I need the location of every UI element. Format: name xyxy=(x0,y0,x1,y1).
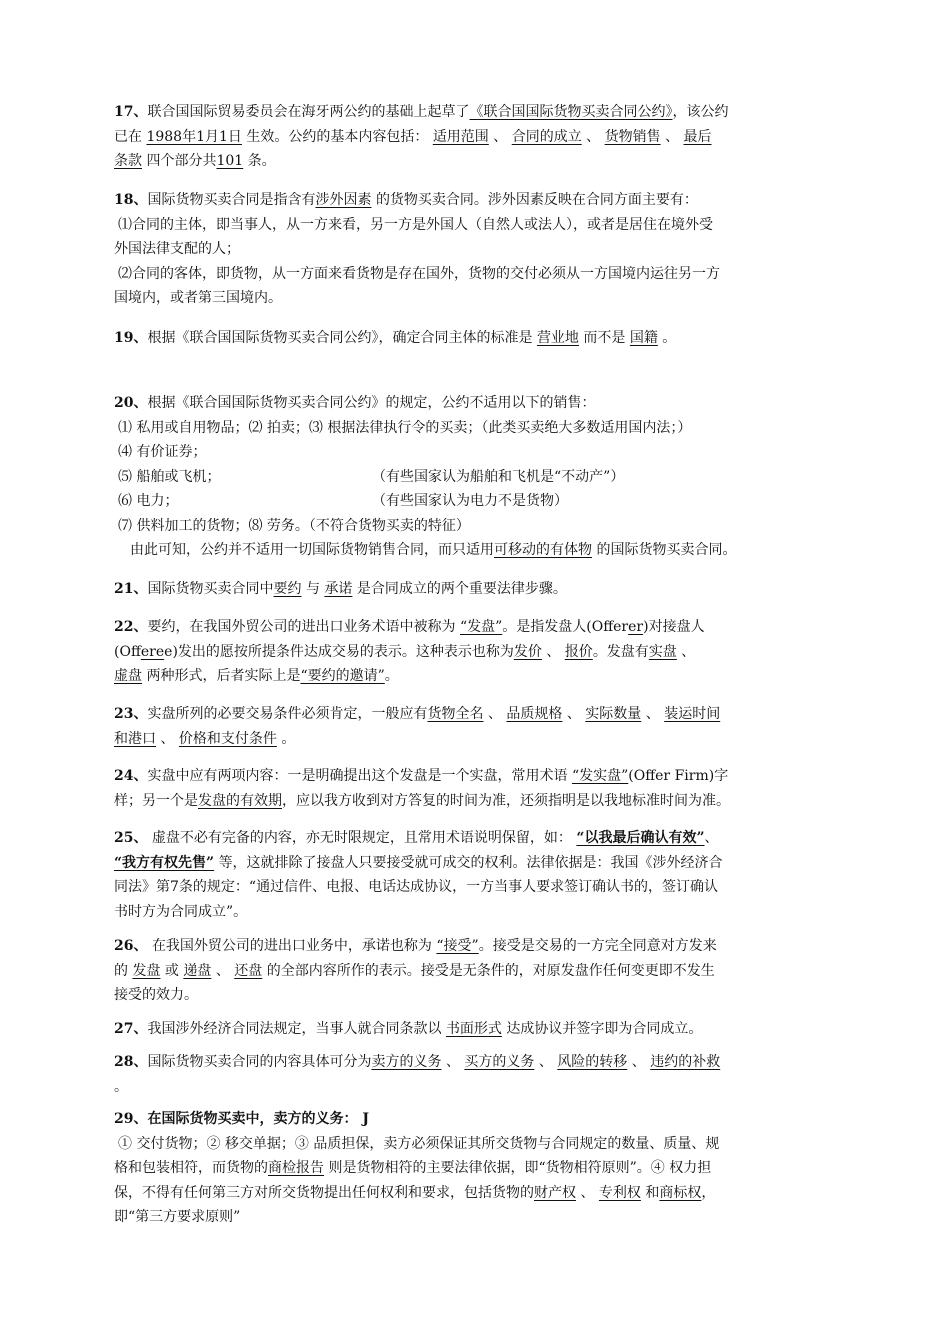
line xyxy=(114,489,864,514)
item-number: 22、 xyxy=(114,619,148,635)
answer-blank: 还盘 xyxy=(234,962,263,979)
answer-blank: “接受” xyxy=(436,938,479,954)
text: 的国际货物买卖合同。 xyxy=(596,542,737,558)
line: 即“第三方要求原则” xyxy=(114,1209,241,1225)
text: 保，不得有任何第三方对所交货物提出任何权利和要求，包括货物的 xyxy=(114,1184,534,1201)
answer-blank: 书面形式 xyxy=(445,1021,502,1037)
line: ① 交付货物；② 移交单据；③ 品质担保，卖方必须保证其所交货物与合同规定的数量、质量、规 xyxy=(118,1135,720,1152)
answer-blank: 涉外因素 xyxy=(315,192,372,208)
text: 国际货物买卖合同中 xyxy=(147,581,274,597)
separator: 、 xyxy=(681,643,696,660)
line xyxy=(114,959,864,984)
answer-blank: 条款 xyxy=(114,153,142,169)
line: 国境内，或者第三国境内。 xyxy=(114,290,282,306)
answer-blank: 风险的转移 xyxy=(557,1054,628,1070)
text: 格和包装相符，而货物的 xyxy=(114,1160,268,1176)
item-25 xyxy=(114,826,864,924)
separator: 、 xyxy=(487,706,502,722)
section-heading: 在国际货物买卖中，卖方的义务： xyxy=(147,1111,358,1127)
separator: 、 xyxy=(445,1054,460,1070)
answer-blank: “我方有权先售” xyxy=(114,854,215,871)
separator: 、 xyxy=(631,1054,646,1070)
text: 样；另一个是 xyxy=(114,792,198,809)
text: 在我国外贸公司的进出口业务中，承诺也称为 xyxy=(151,938,432,954)
answer-blank: 虚盘 xyxy=(114,668,142,684)
answer-blank: 卖方的义务 xyxy=(371,1054,442,1070)
answer-blank: 承诺 xyxy=(324,581,353,597)
text: 是合同成立的两个重要法律步骤。 xyxy=(356,581,567,597)
text: 的全部内容所作的表示。接受是无条件的，对原发盘作任何变更即不发生 xyxy=(266,962,715,979)
text: 国际货物买卖合同的内容具体可分为 xyxy=(147,1054,372,1070)
answer-blank: 专利权 xyxy=(598,1184,641,1201)
item-26 xyxy=(114,934,864,1008)
answer-blank: 发价 xyxy=(513,643,542,660)
item-number: 25、 xyxy=(114,830,148,846)
line: 书时方为合同成立”。 xyxy=(114,903,248,920)
text: 和 xyxy=(645,1184,660,1201)
answer-blank: 要约 xyxy=(273,581,302,597)
answer-blank: 101 xyxy=(216,153,244,169)
answer-blank: 可移动的有体物 xyxy=(494,542,592,558)
answer-blank: 品质规格 xyxy=(506,706,563,722)
answer-blank: 合同的成立 xyxy=(511,128,582,145)
separator: 、 xyxy=(665,128,680,145)
item-number: 27、 xyxy=(114,1021,148,1037)
answer-blank: 营业地 xyxy=(536,330,579,346)
answer-blank: 发盘 xyxy=(132,962,161,979)
text: er xyxy=(628,619,644,635)
answer-blank: “发盘” xyxy=(459,619,503,635)
answer-blank: 财产权 xyxy=(534,1184,576,1201)
text: 根据《联合国国际货物买卖合同公约》，确定合同主体的标准是 xyxy=(147,330,533,346)
line xyxy=(114,702,864,727)
text: 则是货物相符的主要法律依据，即“货物相符原则”。④ 权力担 xyxy=(328,1160,712,1176)
line xyxy=(114,615,864,640)
separator: 、 xyxy=(704,830,719,846)
item-21 xyxy=(114,577,864,602)
text: 与 xyxy=(305,581,320,597)
item-23 xyxy=(114,702,864,751)
line xyxy=(114,577,864,602)
text: 。 xyxy=(384,668,399,684)
answer-blank: 国籍 xyxy=(629,330,658,346)
answer-blank: 实盘 xyxy=(648,643,677,660)
answer-blank: 1988年1月1日 xyxy=(146,128,242,145)
text: ，应以我方收到对方答复的时间为准，还须指明是以我地标准时间为准。 xyxy=(282,792,730,809)
line xyxy=(114,538,864,563)
line: 同法》第7条的规定：“通过信件、电报、电话达成协议，一方当事人要求签订确认书的，签订确认 xyxy=(114,879,719,895)
item-number: 29、 xyxy=(114,1111,148,1127)
text: 两种形式，后者实际上是 xyxy=(146,668,301,684)
item-28 xyxy=(114,1050,864,1099)
item-27 xyxy=(114,1017,864,1042)
text: (Offer Firm)字 xyxy=(628,768,729,784)
answer-blank: 适用范围 xyxy=(432,128,489,145)
line xyxy=(114,326,864,351)
text: 由此可知，公约并不适用一切国际货物销售合同，而只适用 xyxy=(130,542,494,558)
answer-blank: 和港口 xyxy=(114,730,156,747)
separator: 、 xyxy=(215,962,230,979)
separator: 、 xyxy=(493,128,508,145)
text: （有些国家认为电力不是货物） xyxy=(372,493,568,509)
line: ⑷ 有价证券； xyxy=(118,444,207,460)
text: 。发盘有 xyxy=(592,643,649,660)
answer-blank: “发实盘” xyxy=(571,768,629,784)
text: 。 xyxy=(281,730,296,747)
separator: 、 xyxy=(546,643,561,660)
line: 外国法律支配的人； xyxy=(114,241,240,257)
text: ， xyxy=(701,1184,716,1201)
item-number: 17、 xyxy=(114,104,148,120)
line xyxy=(114,826,864,851)
item-number: 28、 xyxy=(114,1054,148,1070)
answer-blank: 实际数量 xyxy=(585,706,642,722)
item-17 xyxy=(114,100,864,174)
line: ⑵合同的客体，即货物，从一方面来看货物是存在国外，货物的交付必须从一方国境内运往另一方 xyxy=(118,265,720,282)
item-number: 21、 xyxy=(114,581,148,597)
line: 接受的效力。 xyxy=(114,987,198,1003)
item-18 xyxy=(114,188,864,311)
item-19 xyxy=(114,326,864,351)
line xyxy=(114,664,864,689)
item-number: 23、 xyxy=(114,706,148,722)
line xyxy=(114,851,864,876)
line xyxy=(114,188,864,213)
text: 联合国国际贸易委员会在海牙两公约的基础上起草了 xyxy=(147,104,470,120)
answer-blank: 《联合国国际货物买卖合同公约》 xyxy=(469,104,673,120)
line: ⑴合同的主体，即当事人，从一方来看，另一方是外国人（自然人或法人），或者是居住在境外受 xyxy=(118,216,713,233)
line xyxy=(114,727,864,752)
line: ⑺ 供料加工的货物；⑻ 劳务。（不符合货物买卖的特征） xyxy=(118,517,470,534)
separator: 、 xyxy=(645,706,660,722)
line xyxy=(114,934,864,959)
answer-blank: 货物销售 xyxy=(604,128,661,145)
text: ⑹ 电力； xyxy=(118,493,179,509)
line xyxy=(114,1107,864,1132)
text: 条。 xyxy=(247,153,276,169)
answer-blank: “以我最后确认有效” xyxy=(576,830,705,846)
text: 我国涉外经济合同法规定，当事人就合同条款以 xyxy=(147,1021,442,1037)
separator: 、 xyxy=(566,706,581,722)
text: 的货物买卖合同。涉外因素反映在合同方面主要有： xyxy=(375,192,698,208)
text: 实盘中应有两项内容：一是明确提出这个发盘是一个实盘，常用术语 xyxy=(147,768,568,784)
separator: 、 xyxy=(586,128,601,145)
text: 四个部分共 xyxy=(146,153,217,169)
text: 根据《联合国国际货物买卖合同公约》的规定，公约不适用以下的销售： xyxy=(147,395,596,411)
stray-mark: J xyxy=(362,1111,369,1127)
text: )对接盘人 xyxy=(643,619,705,635)
text: 的 xyxy=(114,962,128,979)
answer-blank: 报价 xyxy=(564,643,593,660)
separator: 、 xyxy=(538,1054,553,1070)
text: 虚盘不必有完备的内容，亦无时限规定，且常用术语说明保留，如： xyxy=(151,830,572,846)
item-20 xyxy=(114,391,864,563)
answer-blank: 价格和支付条件 xyxy=(178,730,277,747)
text: 。 xyxy=(662,330,677,346)
answer-blank: 商标权 xyxy=(659,1184,702,1201)
separator: 、 xyxy=(160,730,175,747)
item-number: 18、 xyxy=(114,192,148,208)
line xyxy=(114,1181,864,1206)
line: 。 xyxy=(114,1078,128,1095)
text: 国际货物买卖合同是指含有 xyxy=(147,192,316,208)
item-22 xyxy=(114,615,864,689)
item-number: 19、 xyxy=(114,330,148,346)
text: (Off xyxy=(114,643,141,660)
text: 生效。公约的基本内容包括： xyxy=(246,128,429,145)
line xyxy=(114,640,864,665)
line xyxy=(114,1017,864,1042)
item-number: 24、 xyxy=(114,768,148,784)
text: e)发出的愿按所提条件达成交易的表示。这种表示也称为 xyxy=(164,643,514,660)
answer-blank: 违约的补救 xyxy=(650,1054,721,1070)
line xyxy=(114,764,864,789)
line xyxy=(114,789,864,814)
item-number: 26、 xyxy=(114,938,148,954)
answer-blank: 装运时间 xyxy=(664,706,721,722)
text: 等，这就排除了接盘人只要接受就可成交的权利。法律依据是：我国《涉外经济合 xyxy=(218,854,723,871)
text: 或 xyxy=(164,962,179,979)
line xyxy=(114,149,864,174)
text: 已在 xyxy=(114,128,142,145)
line xyxy=(114,1050,864,1075)
item-24 xyxy=(114,764,864,813)
item-29 xyxy=(114,1107,864,1230)
line xyxy=(114,391,864,416)
text: 而不是 xyxy=(583,330,626,346)
text: 。是指发盘人(Offer xyxy=(502,619,629,635)
text: 要约，在我国外贸公司的进出口业务术语中被称为 xyxy=(147,619,456,635)
text: ere xyxy=(140,643,165,660)
line xyxy=(114,465,864,490)
answer-blank: 买方的义务 xyxy=(464,1054,535,1070)
line xyxy=(114,1156,864,1181)
answer-blank: 货物全名 xyxy=(427,706,484,722)
answer-blank: 递盘 xyxy=(183,962,212,979)
text: （有些国家认为船舶和飞机是“不动产”） xyxy=(372,468,625,485)
text: 实盘所列的必要交易条件必须肯定，一般应有 xyxy=(147,706,428,722)
answer-blank: 发盘的有效期 xyxy=(198,792,282,809)
line xyxy=(114,100,864,125)
separator: 、 xyxy=(580,1184,595,1201)
text: ，该公约 xyxy=(672,104,729,120)
answer-blank: “要约的邀请” xyxy=(300,668,385,684)
item-number: 20、 xyxy=(114,395,148,411)
answer-blank: 商检报告 xyxy=(268,1160,324,1176)
line: ⑴ 私用或自用物品；⑵ 拍卖；⑶ 根据法律执行令的买卖；（此类买卖绝大多数适用国内法；） xyxy=(118,419,692,436)
text: ⑸ 船舶或飞机； xyxy=(118,468,221,485)
text: 达成协议并签字即为合同成立。 xyxy=(506,1021,703,1037)
line xyxy=(114,125,864,150)
text: 。接受是交易的一方完全同意对方发来 xyxy=(478,938,717,954)
answer-blank: 最后 xyxy=(683,128,712,145)
